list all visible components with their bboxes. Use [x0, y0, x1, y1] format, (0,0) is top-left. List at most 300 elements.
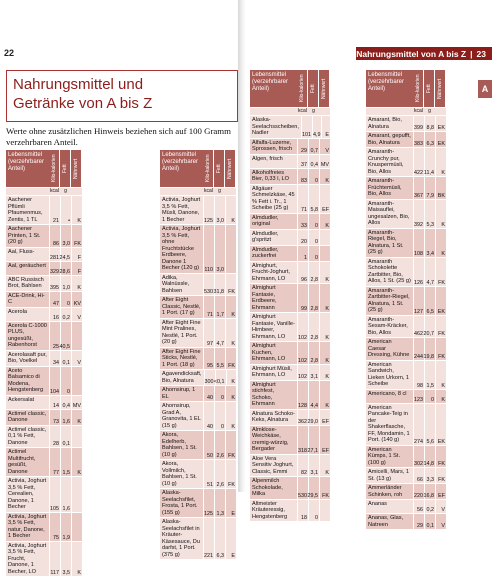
food-name: Almighurt stichfest, Schoko, Ehrmann	[250, 381, 297, 409]
food-rating: E	[225, 489, 236, 517]
food-rating: K	[435, 148, 446, 176]
table-header-naehrwert: Nährwert	[225, 150, 236, 187]
food-table-col-3	[250, 70, 330, 522]
food-fat: 0	[60, 292, 71, 307]
food-kcal: 82	[297, 455, 308, 477]
food-name: Alaska-Seelachsscheiben, Nadler	[250, 116, 301, 138]
food-fat: 6,3	[214, 518, 225, 559]
food-name: After Eight Classic, Nestlé, 1 Port. (17 g)	[160, 296, 203, 318]
food-fat: 8,8	[424, 116, 435, 131]
table-row	[250, 214, 330, 230]
right-page	[246, 0, 492, 492]
food-kcal: 302	[413, 446, 424, 468]
table-row	[366, 177, 446, 200]
table-header-naehrwert: Nährwert	[435, 70, 446, 107]
table-row	[366, 258, 446, 287]
table-row	[160, 296, 236, 319]
food-fat: 0,7	[308, 139, 319, 154]
food-fat: 0,4	[60, 396, 71, 409]
food-fat: 0	[60, 367, 71, 395]
food-fat: 14,8	[424, 446, 435, 468]
food-name: Almighurt Fantasie, Erdbeere, Ehrmann	[250, 284, 297, 312]
food-rating: E	[225, 518, 236, 559]
food-name: Ahornsirup, 1 EL	[160, 386, 203, 401]
food-name: American Caesar Dressing, Kühne	[366, 338, 413, 360]
food-name: Activia, Joghurt 3,5 % Fett, Cerealien, Danone, 1 Becher	[6, 477, 49, 512]
food-kcal: 28	[49, 426, 60, 448]
food-kcal: 422	[413, 148, 424, 176]
food-name: Altmeister Kräuteressig, Hengstenberg	[250, 500, 297, 522]
food-name: After Eight Fine Sticks, Nestlé, 1 Port. (18 g)	[160, 348, 203, 370]
food-rating: FK	[319, 477, 330, 499]
food-fat: 2,8	[308, 313, 319, 341]
food-name: Almighurt Kuchen, Ehrmann, LO	[250, 342, 297, 364]
food-kcal: 1	[297, 246, 308, 261]
food-name: Acerola	[6, 308, 49, 321]
food-rating	[71, 426, 82, 448]
food-rating	[71, 513, 82, 541]
table-row	[366, 316, 446, 339]
table-header-fett: Fett	[60, 150, 71, 187]
food-name: Alfalfa-Luzerne, Sprossen, frisch	[250, 139, 297, 154]
food-kcal: 362	[297, 410, 308, 425]
food-kcal: 37	[297, 155, 308, 168]
table-header-fett: Fett	[214, 150, 225, 187]
food-fat: 3,4	[424, 229, 435, 257]
table-units	[160, 188, 236, 196]
table-header-kcal: Kilo-kalorien	[49, 150, 60, 187]
table-row	[160, 370, 236, 386]
unit-kcal: kcal	[413, 108, 424, 115]
food-kcal: 125	[203, 196, 214, 224]
table-row	[250, 365, 330, 381]
food-name: Aloe Vera Sensitiv Joghurt, Classic, Emmi	[250, 455, 297, 477]
food-fat: 0	[308, 500, 319, 522]
food-rating	[71, 367, 82, 395]
food-kcal: 29	[413, 514, 424, 529]
food-name: Aal, Fluss-	[6, 248, 49, 261]
food-fat: 0	[424, 390, 435, 403]
food-table-col-2	[160, 150, 236, 560]
table-header-kcal: Kilo-kalorien	[203, 150, 214, 187]
food-name: Alaska-Seelachsfilet in Kräuter-Käsesauce, Du darfst, 1 Port. (375 g)	[160, 518, 203, 559]
food-kcal: 77	[49, 448, 60, 476]
food-kcal: 96	[297, 262, 308, 284]
food-fat: 1,3	[214, 489, 225, 517]
table-header-name: Lebensmittel (verzehrbarer Anteil)	[6, 150, 49, 187]
food-fat: 0,2	[60, 308, 71, 321]
food-name: Almdudler, zuckerfrei	[250, 246, 297, 261]
food-rating: FK	[435, 258, 446, 286]
table-row	[250, 313, 330, 342]
table-row	[160, 402, 236, 431]
table-body	[160, 196, 236, 560]
unit-naehrwert	[71, 188, 82, 195]
table-row	[366, 390, 446, 404]
food-rating: K	[71, 448, 82, 476]
food-name: Acerolasaft pur, Bio, Voelkel	[6, 351, 49, 366]
food-fat: •	[60, 196, 71, 224]
food-kcal: 51	[203, 460, 214, 488]
food-kcal: 244	[413, 338, 424, 360]
food-kcal: 221	[203, 518, 214, 559]
table-row	[366, 514, 446, 530]
food-rating: K	[319, 214, 330, 229]
food-rating: K	[225, 386, 236, 401]
food-rating: K	[319, 455, 330, 477]
food-fat: 6,3	[424, 132, 435, 147]
food-kcal: 97	[203, 319, 214, 347]
food-name: ACE-Drink, Hi-C	[6, 292, 49, 307]
food-rating: K	[319, 365, 330, 380]
food-fat: 4,7	[424, 258, 435, 286]
table-row	[6, 477, 82, 513]
food-kcal: 95	[203, 348, 214, 370]
food-fat: 0,2	[424, 500, 435, 513]
table-row	[6, 542, 82, 577]
table-row	[366, 484, 446, 500]
food-name: Ananas	[366, 500, 413, 513]
food-kcal: 220	[413, 484, 424, 499]
units-spacer	[160, 188, 203, 195]
food-name: Almdudler, g'spritzt	[250, 230, 297, 245]
table-row	[366, 132, 446, 148]
food-rating: V	[435, 514, 446, 529]
food-rating: V	[319, 139, 330, 154]
food-rating: EK	[435, 116, 446, 131]
food-table-col-4	[366, 70, 446, 530]
food-rating: K	[225, 319, 236, 347]
food-kcal: 99	[297, 284, 308, 312]
page-title-line2: Getränke von A bis Z	[13, 94, 231, 113]
table-body	[366, 116, 446, 530]
food-fat: 0,4	[308, 155, 319, 168]
food-kcal: 104	[49, 367, 60, 395]
food-kcal: 16	[49, 308, 60, 321]
table-row	[366, 446, 446, 469]
food-name: Amarant, gepufft, Bio, Alnatura	[366, 132, 413, 147]
food-kcal: 395	[49, 276, 60, 291]
table-row	[6, 248, 82, 262]
food-rating: EK	[435, 404, 446, 445]
food-fat: 3,1	[308, 365, 319, 380]
food-fat: 6,5	[424, 287, 435, 315]
food-rating: K	[71, 410, 82, 425]
food-rating: K	[319, 169, 330, 184]
table-header	[250, 70, 330, 108]
food-rating: K	[226, 370, 237, 385]
food-fat: 1,5	[424, 361, 435, 389]
table-row	[366, 404, 446, 446]
food-name: Amarant, Bio, Alnatura	[366, 116, 413, 131]
table-row	[6, 351, 82, 367]
table-row	[366, 361, 446, 390]
food-fat: 0	[308, 246, 319, 261]
food-fat: 3,1	[308, 455, 319, 477]
food-fat: 3,5	[60, 542, 71, 577]
food-fat: 5,8	[308, 185, 319, 213]
table-header-name: Lebensmittel (verzehrbarer Anteil)	[160, 150, 203, 187]
food-name: Amaranth-Zartbitter-Riegel, Alnatura, 1 St. (25 g)	[366, 287, 413, 315]
food-name: Ahornsirup, Grad A, Granovita, 1 EL (15 g)	[160, 402, 203, 430]
intro-text: Werte ohne zusätzlichen Hinweis beziehen sich auf 100 Gramm verzehrbaren Anteil.	[6, 126, 238, 147]
food-kcal: 25	[49, 322, 60, 350]
food-kcal: 40	[203, 402, 214, 430]
food-rating: V	[71, 351, 82, 366]
food-fat: 1,9	[60, 513, 71, 541]
table-row	[6, 513, 82, 542]
food-kcal: 367	[413, 177, 424, 199]
food-name: Almdudler, original	[250, 214, 297, 229]
food-name: Amaranth-Maisauflei, ungesalzen, Bio, Allos	[366, 200, 413, 228]
food-rating: FK	[225, 460, 236, 488]
food-fat: 2,8	[308, 284, 319, 312]
food-fat: 0	[214, 386, 225, 401]
food-rating: EF	[319, 185, 330, 213]
table-row	[366, 338, 446, 361]
book-gutter	[238, 0, 246, 492]
food-fat: 40,5	[60, 322, 71, 350]
food-fat: 0	[308, 169, 319, 184]
food-rating	[71, 322, 82, 350]
food-rating: FK	[435, 316, 446, 338]
food-rating: EK	[435, 287, 446, 315]
table-row	[6, 410, 82, 426]
food-fat: 19,8	[424, 338, 435, 360]
food-kcal: 86	[49, 225, 60, 247]
food-name: Almighurt Fantasie, Vanille-Himbeer, Ehrmann, LO	[250, 313, 297, 341]
right-page-number: 23	[477, 49, 486, 59]
food-rating: F	[71, 262, 82, 275]
food-table-col-1	[6, 150, 82, 577]
table-row	[366, 148, 446, 177]
table-row	[160, 386, 236, 402]
food-rating: K	[225, 402, 236, 430]
food-fat: 29,0	[308, 410, 319, 425]
table-row	[6, 448, 82, 477]
food-kcal: 66	[413, 468, 424, 483]
food-rating: FK	[435, 338, 446, 360]
table-row	[250, 284, 330, 313]
food-name: Aal, geräuchert	[6, 262, 49, 275]
food-rating: MV	[71, 396, 82, 409]
food-rating	[319, 230, 330, 245]
food-name: Amaranth-Crunchy pur, Knuspermüsli, Bio, Allos	[366, 148, 413, 176]
food-rating: EF	[319, 410, 330, 425]
units-spacer	[6, 188, 49, 195]
table-row	[6, 196, 82, 225]
food-fat: 1,5	[60, 448, 71, 476]
table-row	[250, 477, 330, 500]
food-rating	[319, 246, 330, 261]
food-name: ABC Russisch Brot, Bahlsen	[6, 276, 49, 291]
table-row	[250, 246, 330, 262]
food-rating: F	[71, 248, 82, 261]
food-name: Amaranth-Früchtemüsli, Bio, Allos	[366, 177, 413, 199]
table-units	[250, 108, 330, 116]
unit-kcal: kcal	[203, 188, 214, 195]
food-name: Akora, Edelherb, Bahlsen, 1 St. (10 g)	[160, 431, 203, 459]
food-rating: FK	[71, 225, 82, 247]
food-fat: 20,7	[424, 316, 435, 338]
food-name: Activia, Joghurt 3,5 % Fett, natur, Danone, 1 Becher	[6, 513, 49, 541]
food-kcal: 105	[49, 477, 60, 512]
food-rating: K	[319, 284, 330, 312]
table-row	[366, 116, 446, 132]
table-row	[6, 292, 82, 308]
table-row	[6, 396, 82, 410]
food-fat: 0	[308, 214, 319, 229]
food-name: Amaranth-Riegel, Bio, Alnatura, 1 St. (25 g)	[366, 229, 413, 257]
table-row	[250, 169, 330, 185]
food-kcal: 530	[297, 477, 308, 499]
food-rating: K	[225, 196, 236, 224]
table-row	[6, 426, 82, 449]
unit-fett: g	[424, 108, 435, 115]
food-name: Ackersalat	[6, 396, 49, 409]
food-kcal: 117	[49, 542, 60, 577]
food-fat: 2,6	[214, 431, 225, 459]
table-row	[6, 262, 82, 276]
table-header-kcal: Kilo-kalorien	[297, 70, 308, 107]
unit-kcal: kcal	[49, 188, 60, 195]
food-kcal: 73	[49, 410, 60, 425]
food-name: Aceto Balsamico di Modena, Hengstenberg	[6, 367, 49, 395]
page-title-line1: Nahrungsmittel und	[13, 75, 231, 94]
food-rating: K	[71, 276, 82, 291]
unit-fett: g	[214, 188, 225, 195]
table-row	[250, 381, 330, 410]
food-name: Activia, Joghurt 3,5 % Fett, Müsli, Danone, 1 Becher	[160, 196, 203, 224]
food-name: After Eight Fine Mint Pralines, Nestlé, 1 Port. (20 g)	[160, 319, 203, 347]
food-name: Actimel Multifrucht, gesüßt, Danone	[6, 448, 49, 476]
food-kcal: 392	[413, 200, 424, 228]
food-fat: 3,0	[214, 225, 225, 273]
table-header-naehrwert: Nährwert	[71, 150, 82, 187]
food-kcal: 71	[297, 185, 308, 213]
food-fat: 0,1	[60, 426, 71, 448]
food-kcal: 127	[413, 287, 424, 315]
table-header	[6, 150, 82, 188]
food-name: Aachener Pflümli Pfaumenmus, Zentis, 1 TL	[6, 196, 49, 224]
food-kcal: 300	[204, 370, 215, 385]
food-kcal: 126	[413, 258, 424, 286]
food-fat: 4,7	[214, 319, 225, 347]
food-name: Ananas, Glas, Natreen	[366, 514, 413, 529]
food-rating: K	[71, 196, 82, 224]
thumb-index-tab: A	[478, 80, 492, 98]
table-header-name: Lebensmittel (verzehrbarer Anteil)	[366, 70, 413, 107]
food-rating	[319, 500, 330, 522]
food-name: Almklose-Weichkäse, cremig-würzig, Bergader	[250, 426, 297, 454]
food-kcal: 33	[297, 214, 308, 229]
running-header: Nahrungsmittel von A bis Z | 23	[356, 47, 492, 60]
food-rating: V	[71, 308, 82, 321]
food-kcal: 102	[297, 313, 308, 341]
table-header-fett: Fett	[424, 70, 435, 107]
table-row	[250, 230, 330, 246]
food-kcal: 47	[49, 292, 60, 307]
table-row	[6, 276, 82, 292]
food-kcal: 83	[297, 169, 308, 184]
table-body	[6, 196, 82, 577]
food-rating: K	[435, 390, 446, 403]
food-fat: 3,0	[60, 225, 71, 247]
table-row	[366, 229, 446, 258]
food-kcal: 50	[203, 431, 214, 459]
food-kcal: 71	[203, 296, 214, 318]
food-name: Allgäuer Schmelzkäse, 45 % Fett i. Tr., 1 Scheibe (25 g)	[250, 185, 297, 213]
food-kcal: 56	[413, 500, 424, 513]
unit-naehrwert	[319, 108, 330, 115]
food-name: Almighurt, Frucht-Joghurt, Ehrmann, LO	[250, 262, 297, 284]
food-rating: BK	[435, 177, 446, 199]
table-row	[250, 262, 330, 285]
food-kcal: 40	[203, 386, 214, 401]
unit-naehrwert	[435, 108, 446, 115]
food-kcal: 125	[203, 489, 214, 517]
food-rating: K	[225, 296, 236, 318]
food-kcal: 110	[203, 225, 214, 273]
food-name: American Sandwich, Lieken Urkorn, 1 Scheibe	[366, 361, 413, 389]
food-name: American Pancake-Teig in der Shakerflasche, FF, Mondamin, 1 Port. (140 g)	[366, 404, 413, 445]
food-fat: 5,5	[214, 348, 225, 370]
food-fat: 11,4	[424, 148, 435, 176]
food-fat: 2,6	[214, 460, 225, 488]
units-spacer	[366, 108, 413, 115]
table-row	[160, 431, 236, 460]
food-kcal: 318	[297, 426, 308, 454]
food-rating: EF	[435, 484, 446, 499]
page-title	[6, 70, 238, 122]
food-rating: KV	[71, 292, 82, 307]
running-header-title: Nahrungsmittel von A bis Z	[356, 49, 466, 59]
unit-kcal: kcal	[297, 108, 308, 115]
food-rating: EF	[319, 426, 330, 454]
food-rating: V	[435, 500, 446, 513]
food-kcal: 75	[49, 513, 60, 541]
food-fat: <0,1	[215, 370, 226, 385]
food-name: Amicelli, Mars, 1 St. (13 g)	[366, 468, 413, 483]
food-fat: 5,6	[424, 404, 435, 445]
table-row	[6, 225, 82, 248]
food-fat: 4,9	[312, 116, 322, 138]
food-kcal: 34	[49, 351, 60, 366]
food-rating: K	[435, 229, 446, 257]
food-name: Almighurt Müsli, Ehrmann, LO	[250, 365, 297, 380]
food-kcal: 399	[413, 116, 424, 131]
unit-fett: g	[60, 188, 71, 195]
food-fat: 31,8	[214, 274, 225, 296]
food-rating: K	[71, 542, 82, 577]
food-rating	[225, 225, 236, 273]
food-kcal: 14	[49, 396, 60, 409]
food-fat: 16,8	[424, 484, 435, 499]
table-row	[6, 367, 82, 396]
food-fat: 0	[214, 402, 225, 430]
table-header	[366, 70, 446, 108]
food-rating: K	[319, 381, 330, 409]
table-row	[250, 342, 330, 365]
table-row	[160, 196, 236, 225]
food-name: Alpenmilch Schokolade, Milka	[250, 477, 297, 499]
food-rating: FK	[225, 348, 236, 370]
food-name: Alnatura Schoko-Keks, Alnatura	[250, 410, 297, 425]
food-name: Amaranth Schokolette Zartbitter, Bio, Allos, 1 St. (25 g)	[366, 258, 413, 286]
food-fat: 2,8	[308, 342, 319, 364]
food-fat: 1,6	[60, 477, 71, 512]
table-header	[160, 150, 236, 188]
